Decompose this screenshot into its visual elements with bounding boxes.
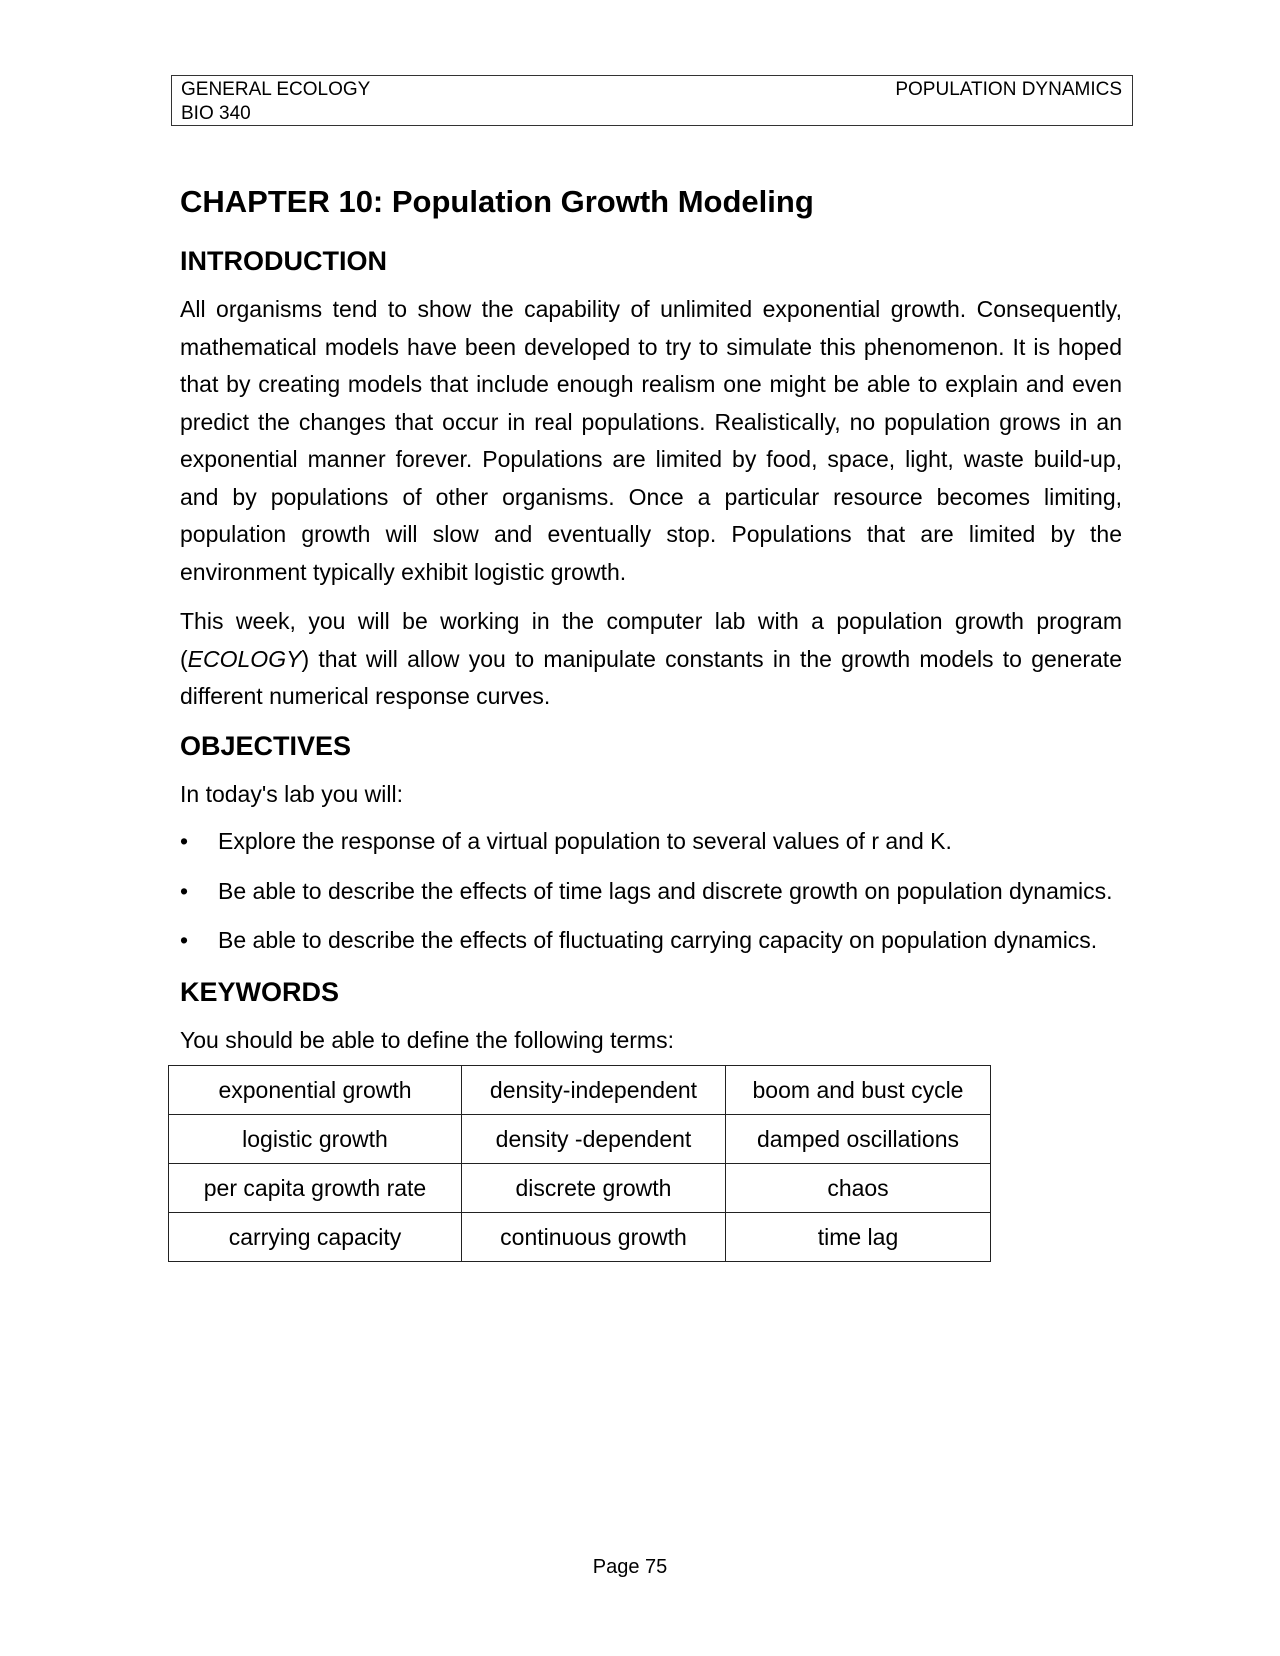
page-number: Page 75: [592, 1556, 668, 1578]
table-row: [169, 1115, 991, 1164]
keyword-cell: damped oscillations: [726, 1115, 991, 1164]
objective-text: Explore the response of a virtual population to several values of r and K.: [218, 828, 952, 854]
keyword-cell: density -dependent: [462, 1115, 726, 1164]
keyword-cell: exponential growth: [169, 1066, 462, 1115]
header-topic: POPULATION DYNAMICS: [895, 79, 1122, 100]
keywords-intro: You should be able to define the following terms:: [180, 1026, 674, 1053]
introduction-paragraph-2: [180, 603, 1122, 716]
keyword-cell: carrying capacity: [169, 1213, 462, 1262]
objectives-list: [180, 823, 1122, 960]
introduction-paragraph-1: All organisms tend to show the capability of unlimited exponential growth. Consequently, mathematical models have been developed to try to simulate this phenomenon. It is hoped that by creating models that include enough realism one might be able to explain and even predict the changes that occur in real populations. Realistically, no population grows in an exponential manner forever. Populations are limited by food, space, light, waste build-up, and by populations of other organisms. Once a particular resource becomes limiting, population growth will slow and eventually stop. Populations that are limited by the environment typically exhibit logistic growth.: [180, 296, 1122, 585]
objective-item: [180, 873, 1122, 911]
table-row: [169, 1213, 991, 1262]
objectives-intro: In today's lab you will:: [180, 780, 404, 807]
keywords-table: [168, 1065, 991, 1262]
keyword-cell: discrete growth: [462, 1164, 726, 1213]
keyword-cell: density-independent: [462, 1066, 726, 1115]
keyword-cell: boom and bust cycle: [726, 1066, 991, 1115]
header-course: GENERAL ECOLOGY: [181, 79, 371, 100]
keyword-cell: chaos: [726, 1164, 991, 1213]
keyword-cell: continuous growth: [462, 1213, 726, 1262]
objective-text: Be able to describe the effects of time lags and discrete growth on population dynamics.: [218, 877, 1113, 904]
paragraph-2-text-end: ) that will allow you to manipulate constants in the growth models to generate different numerical response curves.: [180, 645, 1122, 709]
objective-text: Be able to describe the effects of fluctuating carrying capacity on population dynamics.: [218, 927, 1098, 953]
objective-item: [180, 922, 1122, 960]
keyword-cell: time lag: [726, 1213, 991, 1262]
program-name: ECOLOGY: [187, 645, 302, 672]
table-row: [169, 1066, 991, 1115]
objectives-heading: OBJECTIVES: [180, 730, 352, 761]
running-header: [171, 75, 1133, 126]
introduction-heading: INTRODUCTION: [180, 246, 387, 276]
bullet-icon: •: [180, 927, 189, 953]
header-course-code: BIO 340: [181, 103, 251, 124]
chapter-title: CHAPTER 10: Population Growth Modeling: [180, 184, 814, 219]
keywords-heading: KEYWORDS: [180, 976, 340, 1007]
page-content: [180, 180, 1122, 1262]
bullet-icon: •: [180, 828, 189, 854]
table-row: [169, 1164, 991, 1213]
keyword-cell: per capita growth rate: [169, 1164, 462, 1213]
paragraph-2-text-start: This week, you will be working in the computer lab with a population growth program (: [180, 608, 1122, 672]
keyword-cell: logistic growth: [169, 1115, 462, 1164]
objective-item: [180, 823, 1122, 861]
bullet-icon: •: [180, 877, 189, 904]
